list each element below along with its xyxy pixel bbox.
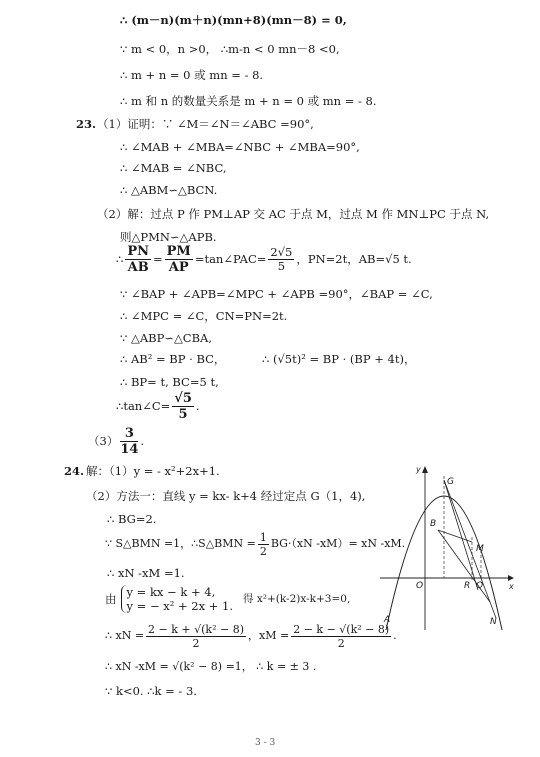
fraction-denominator: 14 — [120, 441, 139, 457]
line-bm — [438, 530, 472, 542]
x-axis-label: x — [509, 582, 514, 591]
q23-part1-line-3: ∴ ∠MAB = ∠NBC, — [120, 161, 227, 175]
q23-part2-line-2: 则△PMN∽△APB. — [120, 230, 217, 244]
point-n-label: N — [490, 617, 497, 627]
point-r-label: R — [464, 581, 471, 591]
fraction-numerator: 2√5 — [270, 244, 293, 259]
tan-c-text: ∴tan∠C= — [116, 399, 171, 413]
point-g-label: G — [447, 477, 454, 487]
parabola-figure — [378, 462, 518, 632]
fraction-numerator: 2 − k + √(k² − 8) — [148, 622, 245, 636]
q24-system-line — [105, 581, 350, 617]
area-text-start: ∵ S△BMN =1，∴S△BMN = — [105, 537, 256, 550]
ratio-line-tail: ，PN=2t，AB=√5 t. — [296, 252, 412, 266]
q23-part1-line-2: ∴ ∠MAB + ∠MBA=∠NBC + ∠MBA=90°, — [120, 140, 360, 154]
fraction-denominator: AP — [168, 259, 189, 275]
period: . — [393, 629, 397, 642]
q24-area-line — [105, 528, 405, 560]
q24-roots-line — [105, 618, 397, 654]
point-b-label: B — [430, 519, 437, 529]
q23-part1-heading: （1）证明：∵ ∠M＝∠N＝∠ABC =90°, — [97, 117, 314, 131]
system-equation-1: y = kx − k + 4, — [126, 585, 216, 599]
q24-final-line: ∵ k<0. ∴k = - 3. — [105, 684, 197, 698]
q24-part1: 解：（1）y = - x²+2x+1. — [86, 464, 220, 478]
fraction-denominator: 2 — [259, 544, 267, 558]
period: . — [140, 434, 145, 448]
q23-part3-line — [88, 424, 144, 458]
q23-part2-heading: （2）解：过点 P 作 PM⊥AP 交 AC 于点 M，过点 M 作 MN⊥PC 于点 N, — [97, 207, 490, 221]
q23-part2-line-5: ∴ ∠MPC = ∠C，CN=PN=2t. — [120, 309, 288, 323]
q22-line-3: ∴ m + n = 0 或 mn = - 8. — [120, 68, 264, 82]
q23-part2-line-8: ∴ BP= t, BC=5 t, — [120, 375, 219, 389]
y-axis-arrow-icon — [422, 466, 428, 473]
fraction-sqrt5-5 — [172, 391, 194, 422]
point-q-label: Q — [476, 581, 484, 591]
fraction-xn — [146, 623, 246, 650]
y-axis-label: y — [416, 465, 421, 474]
therefore-symbol: ∴ — [116, 252, 124, 266]
q23-number: 23. — [76, 117, 97, 131]
fraction-2sqrt5-5 — [268, 246, 294, 273]
fraction-numerator: √5 — [174, 390, 192, 406]
fraction-numerator: PN — [127, 243, 149, 259]
area-text-end: BG·（xN -xM）= xN -xM. — [270, 537, 406, 550]
q24-sqrt-line: ∴ xN -xM = √(k² − 8) =1， ∴ k = ± 3 . — [105, 660, 317, 673]
fraction-3-14 — [120, 426, 138, 457]
equation-system — [121, 585, 234, 613]
x-axis-arrow-icon — [508, 575, 514, 581]
fraction-xm — [291, 623, 391, 650]
fraction-denominator: 2 — [337, 636, 345, 650]
tan-text: =tan∠PAC= — [194, 252, 267, 266]
fraction-pm-ap — [165, 244, 193, 275]
origin-label: O — [416, 581, 424, 591]
xn-label: ∴ xN = — [105, 629, 145, 642]
fraction-denominator: 2 — [192, 636, 200, 650]
system-result: 得 x²+(k-2)x-k+3=0, — [243, 593, 351, 605]
q22-line-4: ∴ m 和 n 的数量关系是 m + n = 0 或 mn = - 8. — [120, 94, 377, 108]
q23-part2-line-7a: ∴ AB² = BP · BC， — [120, 352, 226, 366]
q24-bg-line: ∴ BG=2. — [107, 512, 157, 526]
line-bn — [438, 530, 490, 602]
q23-part2-line-4: ∵ ∠BAP + ∠APB=∠MPC + ∠APB =90°，∠BAP = ∠C, — [120, 287, 433, 301]
fraction-1-2 — [258, 531, 269, 558]
page-number: 3 - 3 — [255, 738, 276, 748]
fraction-denominator: AB — [127, 259, 149, 275]
line-gq — [444, 480, 478, 590]
fraction-numerator: PM — [166, 243, 191, 259]
q24-number: 24. — [64, 464, 85, 478]
system-prefix: 由 — [105, 592, 117, 606]
system-equation-2: y = − x² + 2x + 1. — [126, 599, 233, 613]
q22-line-2: ∵ m < 0，n >0， ∴m-n < 0 mn－8 <0, — [120, 42, 340, 56]
q23-part2-ratio-line — [116, 243, 412, 275]
q23-part2-line-7b: ∴ (√5t)² = BP · (BP + 4t)， — [262, 352, 416, 366]
fraction-numerator: 1 — [259, 530, 267, 544]
point-a-label: A — [384, 615, 391, 625]
q23-part2-line-6: ∵ △ABP∽△CBA, — [120, 331, 212, 345]
q23-part2-tan-line — [116, 388, 200, 424]
fraction-denominator: 5 — [277, 258, 286, 273]
fraction-denominator: 5 — [178, 406, 188, 422]
part3-label: （3） — [88, 434, 119, 448]
xm-label: ，xM = — [248, 629, 290, 642]
fraction-pn-ab — [125, 244, 151, 275]
fraction-numerator: 3 — [120, 426, 138, 442]
equals-sign: = — [153, 252, 163, 266]
q22-line-1: ∴ (m－n)(m＋n)(mn+8)(mn－8) = 0, — [120, 13, 347, 27]
q24-difference-line: ∴ xN -xM =1. — [107, 566, 185, 580]
fraction-numerator: 2 − k − √(k² − 8) — [293, 622, 390, 636]
period: . — [195, 399, 200, 413]
point-m-label: M — [476, 544, 484, 554]
q24-part2-heading: （2）方法一：直线 y = kx- k+4 经过定点 G（1，4), — [86, 489, 366, 503]
q23-part1-line-4: ∴ △ABM∽△BCN. — [120, 183, 218, 197]
